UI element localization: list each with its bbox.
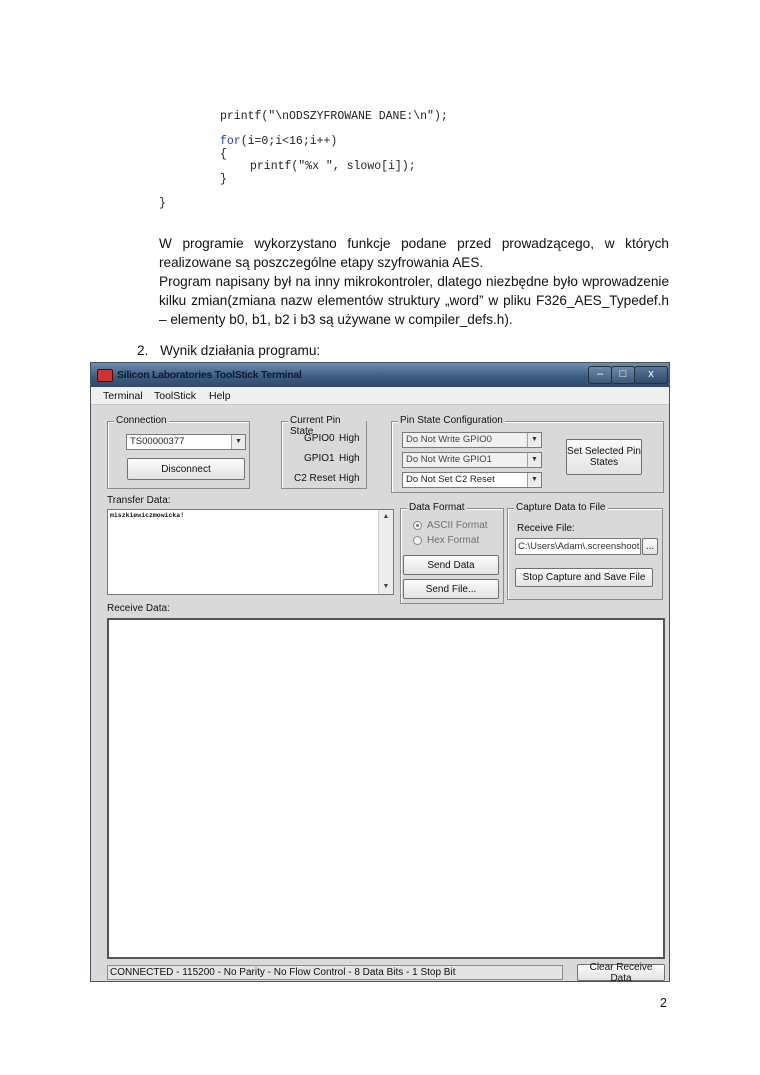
window-title: Silicon Laboratories ToolStick Terminal xyxy=(117,369,302,381)
code-line-close-brace: } xyxy=(220,173,227,186)
gpio0-config-select[interactable] xyxy=(402,432,542,448)
data-format-label: Data Format xyxy=(409,502,465,513)
code-line-open-brace: { xyxy=(220,148,227,161)
gpio1-config-select[interactable] xyxy=(402,452,542,468)
c2reset-name: C2 Reset xyxy=(294,473,336,484)
capture-group xyxy=(507,502,663,600)
capture-label: Capture Data to File xyxy=(516,502,606,513)
c2-config-value: Do Not Set C2 Reset xyxy=(406,474,495,485)
list-item xyxy=(137,343,320,358)
gpio1-config-value: Do Not Write GPIO1 xyxy=(406,454,492,465)
receive-data-area[interactable] xyxy=(107,618,665,959)
code-line-for: for(i=0;i<16;i++) xyxy=(220,135,338,148)
menu-toolstick[interactable]: ToolStick xyxy=(154,390,197,402)
status-text: CONNECTED - 115200 - No Parity - No Flow Control - 8 Data Bits - 1 Stop Bit xyxy=(110,967,456,978)
close-button[interactable]: x xyxy=(634,366,668,384)
pin-config-group xyxy=(391,415,664,493)
clear-receive-button[interactable]: Clear Receive Data xyxy=(577,964,665,981)
chevron-down-icon[interactable]: ▼ xyxy=(527,453,541,467)
c2-config-select[interactable] xyxy=(402,472,542,488)
device-select-value: TS00000377 xyxy=(130,436,185,447)
status-bar xyxy=(107,965,563,980)
chevron-down-icon[interactable]: ▼ xyxy=(527,433,541,447)
hex-format-label: Hex Format xyxy=(427,535,480,546)
gpio0-config-value: Do Not Write GPIO0 xyxy=(406,434,492,445)
data-format-group xyxy=(400,502,504,604)
device-select[interactable] xyxy=(126,434,246,450)
list-text: Wynik działania programu: xyxy=(160,343,321,358)
transfer-scrollbar[interactable] xyxy=(378,510,393,594)
ascii-format-radio[interactable] xyxy=(413,521,422,530)
chevron-down-icon[interactable]: ▼ xyxy=(231,435,245,449)
transfer-data-text: miszkiewiczmowicka! xyxy=(110,512,185,519)
list-number: 2. xyxy=(137,343,149,358)
code-line-printf-header: printf("\nODSZYFROWANE DANE:\n"); xyxy=(220,110,448,123)
gpio1-name: GPIO1 xyxy=(304,453,335,464)
gpio0-value: High xyxy=(339,433,360,444)
pin-state-label: Current Pin State xyxy=(288,415,366,437)
gpio0-name: GPIO0 xyxy=(304,433,335,444)
set-pin-states-button[interactable]: Set Selected Pin States xyxy=(566,439,642,475)
toolstick-terminal-window xyxy=(90,362,670,982)
stop-capture-button[interactable]: Stop Capture and Save File xyxy=(515,568,653,587)
ascii-format-label: ASCII Format xyxy=(427,520,488,531)
maximize-button[interactable]: □ xyxy=(611,366,635,384)
scroll-down-icon[interactable]: ▼ xyxy=(382,583,390,590)
gpio1-value: High xyxy=(339,453,360,464)
pin-config-label: Pin State Configuration xyxy=(400,415,503,426)
connection-label: Connection xyxy=(116,415,167,426)
hex-format-radio[interactable] xyxy=(413,536,422,545)
chevron-down-icon[interactable]: ▼ xyxy=(527,473,541,487)
page-number: 2 xyxy=(660,996,667,1010)
connection-group xyxy=(107,415,250,489)
menu-terminal[interactable]: Terminal xyxy=(103,390,143,402)
current-pin-state-group xyxy=(281,415,367,489)
receive-file-path-input[interactable] xyxy=(515,538,641,555)
paragraph-2: Program napisany był na inny mikrokontroler, dlatego niezbędne było wprowadzenie kilku zmian(zmiana nazw elementów struktury „word” w pliku F326_AES_Typedef.h – elementy b0, b1, b2 i b3 są używane w compiler_defs.h). xyxy=(159,274,669,327)
disconnect-button[interactable]: Disconnect xyxy=(127,458,245,480)
send-data-button[interactable]: Send Data xyxy=(403,555,499,575)
browse-button[interactable]: ... xyxy=(642,538,658,555)
title-bar xyxy=(91,363,669,387)
code-line-printf-loop: printf("%x ", slowo[i]); xyxy=(250,160,416,173)
body-text xyxy=(159,234,669,329)
c2reset-value: High xyxy=(339,473,360,484)
minimize-button[interactable]: – xyxy=(588,366,612,384)
paragraph-1: W programie wykorzystano funkcje podane przed prowadzącego, w których realizowane są poszczególne etapy szyfrowania AES. xyxy=(159,236,669,270)
code-line-final-brace: } xyxy=(159,197,166,210)
send-file-button[interactable]: Send File... xyxy=(403,579,499,599)
receive-file-path: C:\Users\Adam\.screenshoot xyxy=(518,541,640,552)
app-icon xyxy=(97,369,113,382)
menu-bar xyxy=(91,387,669,405)
receive-file-label: Receive File: xyxy=(517,523,575,534)
menu-help[interactable]: Help xyxy=(209,390,231,402)
transfer-data-textarea[interactable] xyxy=(107,509,394,595)
receive-data-label: Receive Data: xyxy=(107,603,170,614)
scroll-up-icon[interactable]: ▲ xyxy=(382,513,390,520)
transfer-data-label: Transfer Data: xyxy=(107,495,171,506)
